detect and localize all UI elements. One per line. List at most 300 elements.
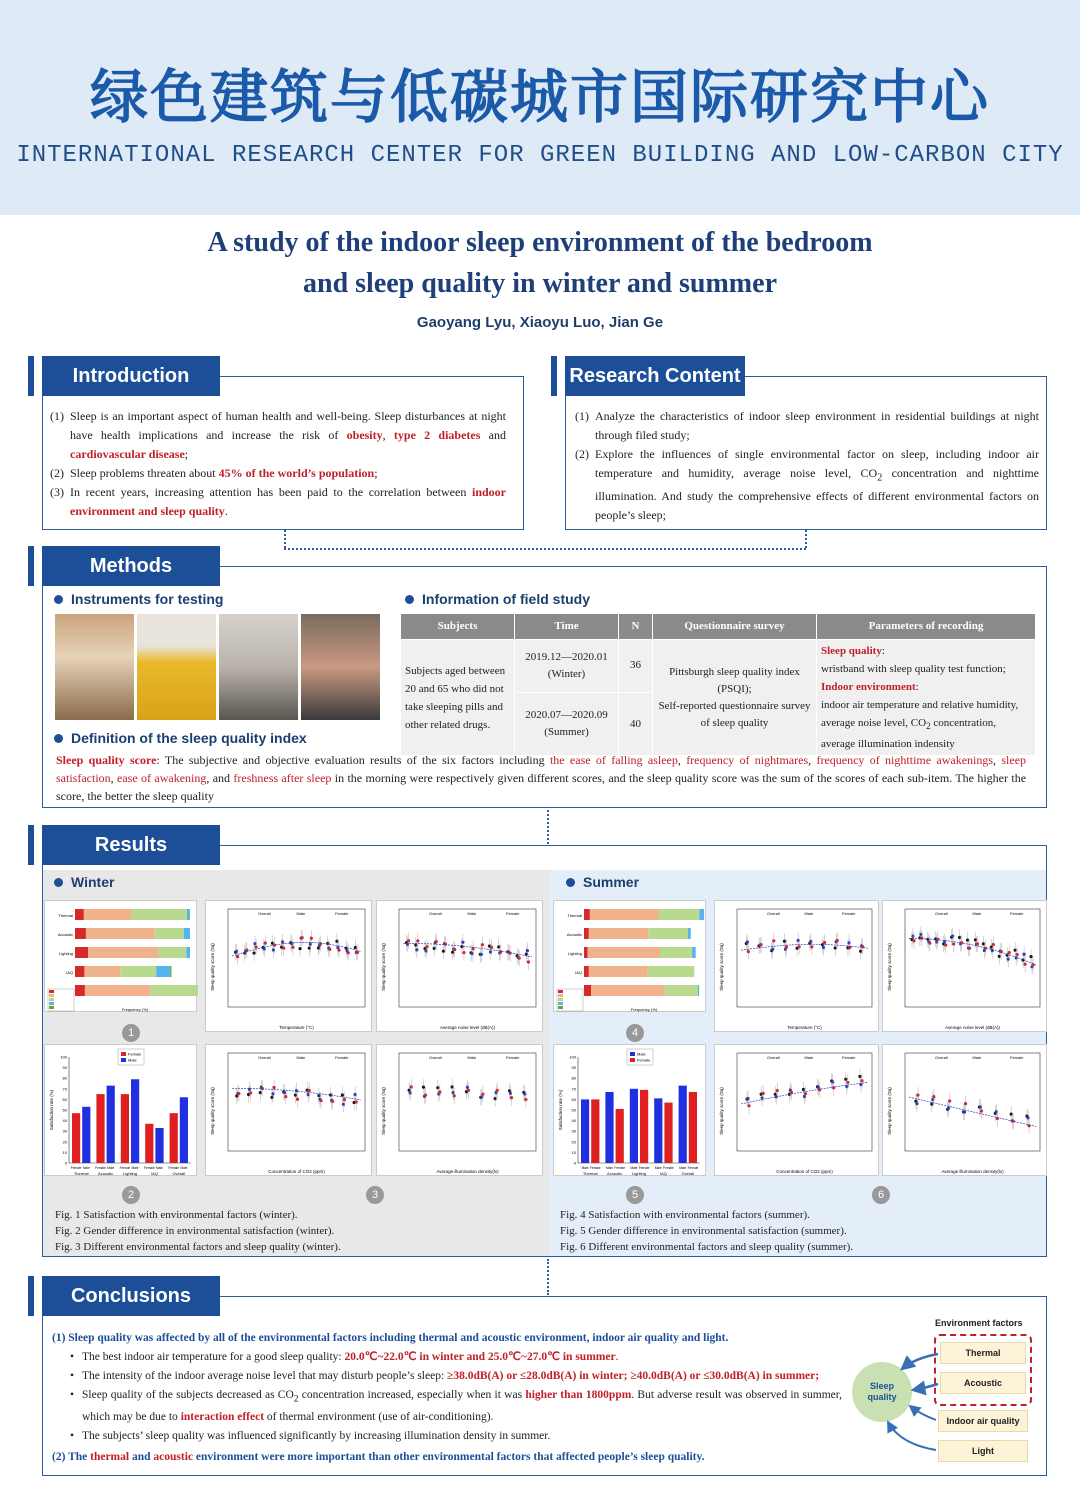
factor-light: Light [938, 1440, 1028, 1462]
legend-swatch [121, 1058, 126, 1062]
tick-label: 100 [60, 1054, 67, 1060]
legend-entry: Male [804, 911, 814, 916]
figure-number: 2 [122, 1186, 140, 1204]
bullet-icon [54, 878, 63, 887]
data-point [836, 939, 839, 942]
axis-label: Average illumination density(lx) [941, 1169, 1004, 1174]
data-point [912, 939, 915, 942]
legend-swatch [49, 998, 54, 1001]
stacked-bar-segment [584, 928, 589, 939]
category-label: Thermal [73, 1171, 89, 1176]
figure-number: 1 [122, 1024, 140, 1042]
data-point [435, 940, 438, 943]
legend-entry: Female [637, 1057, 651, 1063]
data-point [916, 1093, 919, 1096]
category-label: IAQ [150, 1171, 158, 1176]
data-point [936, 938, 939, 941]
field-study-subheading: Information of field study [405, 591, 590, 607]
tick-label: Male [654, 1166, 662, 1170]
bar [170, 1113, 178, 1163]
tick-label: Male [679, 1166, 687, 1170]
data-point [762, 1092, 765, 1095]
legend-entry: Overall [767, 911, 780, 916]
data-point [422, 1086, 425, 1089]
satisfaction-stacked-chart [44, 900, 197, 1012]
sleep-scatter-chart [376, 900, 543, 1032]
summer-captions: Fig. 4 Satisfaction with environmental factors (summer). Fig. 5 Gender difference in environmental satisfaction (summer). Fig. 6 Different environmental factors and sleep quality (summer). [560, 1209, 854, 1253]
stacked-bar-segment [688, 928, 691, 939]
data-point [1029, 955, 1032, 958]
data-point [518, 957, 521, 960]
category-label: Acoustic [98, 1171, 114, 1176]
data-point [785, 945, 788, 948]
data-point [308, 1089, 311, 1092]
data-point [746, 940, 749, 943]
data-point [356, 951, 359, 954]
instruments-subheading: Instruments for testing [54, 591, 223, 607]
data-point [252, 951, 255, 954]
data-point [832, 1086, 835, 1089]
stacked-bar-segment [584, 966, 589, 977]
tick-label: 20 [571, 1139, 576, 1145]
axis-label: Satisfaction rate (%) [49, 1089, 54, 1131]
bar [107, 1086, 115, 1163]
data-point [964, 1102, 967, 1105]
tick-label: 30 [62, 1128, 67, 1134]
stacked-bar-segment [75, 966, 84, 977]
stacked-bar-segment [692, 947, 696, 958]
data-point [798, 945, 801, 948]
axis-label: Sleep quality score (Sq) [719, 943, 724, 991]
legend-entry: Male [296, 1055, 306, 1060]
connector-line [284, 548, 806, 550]
category-label: IAQ [66, 970, 73, 975]
data-point [846, 1081, 849, 1084]
stacked-bar-segment [589, 966, 648, 977]
data-point [804, 1092, 807, 1095]
data-point [1024, 963, 1027, 966]
bar [82, 1107, 90, 1163]
legend-entry: Overall [935, 911, 948, 916]
data-point [444, 943, 447, 946]
legend-entry: Overall [935, 1055, 948, 1060]
data-point [776, 1089, 779, 1092]
category-label: Lighting [58, 951, 73, 956]
stacked-bar-segment [156, 966, 170, 977]
axis-label: Sleep quality score (Sq) [210, 1087, 215, 1135]
data-point [810, 945, 813, 948]
tick-label: 10 [571, 1149, 576, 1155]
trend-line [909, 1097, 1036, 1126]
data-point [747, 1104, 750, 1107]
category-label: Acoustic [607, 1171, 623, 1176]
sleep-scatter-chart [882, 1044, 1047, 1176]
data-point [920, 937, 923, 940]
data-point [790, 1091, 793, 1094]
bar [145, 1124, 153, 1163]
legend-swatch [558, 1002, 563, 1005]
stacked-bar-segment [85, 985, 150, 996]
tick-label: Female [119, 1166, 131, 1170]
stacked-bar-segment [75, 928, 86, 939]
legend-swatch [49, 1002, 54, 1005]
stacked-bar-segment [187, 909, 190, 920]
legend-entry: Female [506, 1055, 520, 1060]
table-cell: 2019.12—2020.01 (Winter) [515, 640, 619, 693]
legend-entry: Male [467, 911, 477, 916]
data-point [747, 950, 750, 953]
legend-entry: Female [1010, 911, 1024, 916]
data-point [759, 943, 762, 946]
legend-swatch [558, 1006, 563, 1009]
stacked-bar-segment [86, 928, 154, 939]
bar [180, 1097, 188, 1163]
gender-satisfaction-chart [553, 1044, 706, 1176]
conclusions-text: (1) Sleep quality was affected by all of the environmental factors including thermal and acoustic environment, indoor air quality and light. • The best indoor air temperature for a good sleep quality: 20.0℃~22.0℃ in winter and 25.0℃~27.0℃ in summer. • The intensity of the indoor average noise level that may disturb people’s sleep: ≥38.0dB(A) or ≤28.0dB(A) in winter; ≥40.0dB(A) or ≤30.0dB(A) in summer; • Sleep quality of the subjects decreased as $CO_2$ concentration increased, especially when it was higher than 1800ppm. But adverse result was observed in summer, which may be due to interaction effect of thermal environment (use of air-conditioning). • The subjects’ sleep quality was influenced significantly by increasing illumination density in summer. (2) The thermal and acoustic environment were more important than other environmental factors that affected people’s sleep quality. [52, 1332, 842, 1464]
axis-label: Concentration of CO2 (ppm) [268, 1169, 325, 1174]
table-cell: 40 [619, 692, 653, 755]
data-point [772, 939, 775, 942]
tick-label: Female [663, 1166, 674, 1170]
axis-label: Temperature (°C) [787, 1025, 822, 1030]
tick-label: 100 [569, 1054, 576, 1060]
data-point [453, 1094, 456, 1097]
tick-label: Male [581, 1166, 589, 1170]
data-point [416, 939, 419, 942]
legend-entry: Male [804, 1055, 814, 1060]
photo-meter [219, 614, 298, 720]
stacked-bar-segment [584, 947, 588, 958]
category-label: Lighting [631, 1171, 647, 1176]
stacked-bar-segment [159, 947, 187, 958]
bar [96, 1094, 104, 1163]
data-point [261, 1087, 264, 1090]
category-label: Lighting [567, 951, 582, 956]
data-point [264, 942, 267, 945]
tick-label: 50 [571, 1107, 576, 1113]
plot-frame [905, 909, 1040, 1007]
sleep-scatter-chart [205, 900, 372, 1032]
data-point [823, 941, 826, 944]
axis-label: Satisfaction rate (%) [558, 1089, 563, 1131]
factor-acoustic: Acoustic [940, 1372, 1026, 1394]
sleep-scatter-chart [882, 900, 1047, 1032]
legend-entry: Female [842, 911, 856, 916]
legend-entry: Female [1010, 1055, 1024, 1060]
center-name-english: INTERNATIONAL RESEARCH CENTER FOR GREEN BUILDING AND LOW-CARBON CITY [16, 142, 1064, 169]
data-point [301, 936, 304, 939]
stacked-bar-segment [75, 947, 88, 958]
data-point [453, 948, 456, 951]
table-header: Questionnaire survey [653, 614, 817, 640]
tick-label: 60 [571, 1096, 576, 1102]
axis-label: Sleep quality score (Sq) [210, 943, 215, 991]
tick-label: 40 [62, 1118, 67, 1124]
results-heading: Results [42, 825, 220, 865]
data-point [319, 1099, 322, 1102]
bar [155, 1128, 163, 1163]
tick-label: Female [687, 1166, 699, 1170]
data-point [341, 1093, 344, 1096]
data-point [331, 1100, 334, 1103]
methods-heading: Methods [42, 546, 220, 586]
photo-wristband [301, 614, 380, 720]
connector-line [805, 530, 807, 548]
legend-entry: Female [128, 1051, 142, 1057]
authors: Gaoyang Lyu, Xiaoyu Luo, Jian Ge [416, 314, 664, 331]
data-point [480, 953, 483, 956]
stacked-bar-segment [584, 909, 590, 920]
stacked-bar-segment [699, 909, 704, 920]
legend-entry: Male [467, 1055, 477, 1060]
factor-iaq: Indoor air quality [938, 1410, 1028, 1432]
legend-entry: Overall [767, 1055, 780, 1060]
data-point [438, 1090, 441, 1093]
stacked-bar-segment [648, 928, 688, 939]
bullet-icon [54, 595, 63, 604]
category-label: Overall [681, 1171, 695, 1176]
stacked-bar-segment [88, 947, 159, 958]
tick-label: 80 [571, 1075, 576, 1081]
bullet-icon [566, 878, 575, 887]
tick-label: Male [82, 1166, 90, 1170]
axis-label: Concentration of CO2 (ppm) [776, 1169, 833, 1174]
category-label: IAQ [575, 970, 582, 975]
legend-entry: Male [972, 911, 982, 916]
data-point [347, 951, 350, 954]
legend-swatch [49, 1006, 54, 1009]
data-point [496, 1089, 499, 1092]
data-point [296, 1098, 299, 1101]
table-cell: 36 [619, 640, 653, 693]
stacked-bar-segment [648, 966, 694, 977]
data-point [319, 942, 322, 945]
data-point [481, 1092, 484, 1095]
data-point [952, 942, 955, 945]
photo-chair-sensor [137, 614, 216, 720]
data-point [424, 1094, 427, 1097]
data-point [980, 1109, 983, 1112]
axis-label: Average illumination density(lx) [436, 1169, 499, 1174]
tick-label: 40 [571, 1118, 576, 1124]
stacked-bar-segment [75, 985, 85, 996]
bar [664, 1103, 672, 1163]
legend-entry: Overall [429, 911, 442, 916]
legend-swatch [121, 1052, 126, 1056]
field-study-table [400, 613, 1036, 756]
data-point [467, 1089, 470, 1092]
axis-label: Average noise level (dB(A)) [440, 1025, 495, 1030]
bar [581, 1099, 589, 1163]
data-point [410, 1085, 413, 1088]
data-point [992, 943, 995, 946]
legend-entry: Overall [429, 1055, 442, 1060]
data-point [462, 951, 465, 954]
data-point [948, 1099, 951, 1102]
tick-label: Male [180, 1166, 188, 1170]
data-point [976, 942, 979, 945]
tick-label: 90 [571, 1065, 576, 1071]
category-label: Thermal [567, 913, 582, 918]
data-point [490, 946, 493, 949]
tick-label: 80 [62, 1075, 67, 1081]
bar [689, 1092, 697, 1163]
data-point [328, 948, 331, 951]
sleep-scatter-chart [714, 1044, 879, 1176]
stacked-bar-segment [120, 966, 156, 977]
legend-entry: Female [335, 911, 349, 916]
tick-label: Female [638, 1166, 650, 1170]
bullet-icon [405, 595, 414, 604]
stacked-bar-segment [154, 928, 183, 939]
figure-number: 6 [872, 1186, 890, 1204]
legend-entry: Male [972, 1055, 982, 1060]
legend-entry: Female [335, 1055, 349, 1060]
plot-frame [228, 909, 365, 1007]
tick-label: 70 [571, 1086, 576, 1092]
paper-title: A study of the indoor sleep environment of the bedroom and sleep quality in winter and summer [207, 227, 873, 299]
center-name-chinese: 绿色建筑与低碳城市国际研究中心 [89, 63, 990, 131]
category-label: Lighting [122, 1171, 138, 1176]
bar [605, 1092, 613, 1163]
definition-subheading: Definition of the sleep quality index [54, 730, 307, 746]
stacked-bar-segment [186, 947, 190, 958]
connector-line [547, 1259, 549, 1295]
stacked-bar-segment [184, 928, 190, 939]
legend-entry: Male [637, 1051, 646, 1057]
data-point [524, 1098, 527, 1101]
axis-label: Sleep quality score (Sq) [381, 943, 386, 991]
data-point [425, 945, 428, 948]
axis-label: Frequency (%) [630, 1007, 658, 1012]
factors-diagram [850, 1314, 1040, 1470]
satisfaction-stacked-chart [553, 900, 706, 1012]
category-label: Thermal [58, 913, 73, 918]
table-header: Parameters of recording [817, 614, 1036, 640]
stacked-bar-segment [84, 966, 120, 977]
connector-line [547, 810, 549, 844]
trend-line [403, 943, 532, 957]
sleep-scatter-chart [376, 1044, 543, 1176]
conclusions-heading: Conclusions [42, 1276, 220, 1316]
axis-label: Frequency (%) [121, 1007, 149, 1012]
data-point [932, 1095, 935, 1098]
table-header: N [619, 614, 653, 640]
data-point [284, 1095, 287, 1098]
stacked-bar-segment [588, 947, 660, 958]
bullet-icon [54, 734, 63, 743]
legend-entry: Overall [258, 1055, 271, 1060]
tick-label: 60 [62, 1096, 67, 1102]
data-point [249, 1091, 252, 1094]
data-point [355, 1100, 358, 1103]
data-point [298, 947, 301, 950]
data-point [928, 942, 931, 945]
table-cell: 2020.07—2020.09 (Summer) [515, 692, 619, 755]
data-point [310, 937, 313, 940]
tick-label: 20 [62, 1139, 67, 1145]
table-cell: Pittsburgh sleep quality index (PSQI); Self-reported questionnaire survey of sleep quality [653, 640, 817, 756]
legend-swatch [49, 994, 54, 997]
sleep-scatter-chart [714, 900, 879, 1032]
tick-label: Female [589, 1166, 601, 1170]
bar [121, 1094, 129, 1163]
stacked-bar-segment [584, 985, 591, 996]
plot-frame [399, 1053, 536, 1151]
tick-label: Male [131, 1166, 139, 1170]
figure-number: 3 [366, 1186, 384, 1204]
research-heading: Research Content [565, 356, 745, 396]
tick-label: 70 [62, 1086, 67, 1092]
axis-label: Sleep quality score (Sq) [719, 1087, 724, 1135]
introduction-heading: Introduction [42, 356, 220, 396]
trend-line [232, 942, 361, 956]
data-point [282, 946, 285, 949]
category-label: Thermal [582, 1171, 598, 1176]
legend-entry: Male [128, 1057, 137, 1063]
category-label: Acoustic [57, 932, 73, 937]
axis-label: Temperature (°C) [279, 1025, 314, 1030]
table-header: Time [515, 614, 619, 640]
bar [131, 1079, 139, 1163]
legend-swatch [558, 990, 563, 993]
data-point [1016, 953, 1019, 956]
tick-label: 30 [571, 1128, 576, 1134]
legend-entry: Overall [258, 911, 271, 916]
winter-subheading: Winter [54, 874, 114, 890]
legend-swatch [558, 998, 563, 1001]
legend-swatch [630, 1052, 635, 1056]
category-label: Overall [172, 1171, 186, 1176]
tick-label: Male [630, 1166, 638, 1170]
data-point [291, 946, 294, 949]
table-cell: Subjects aged between 20 and 65 who did not take sleeping pills and other related drugs. [401, 640, 515, 756]
data-point [968, 947, 971, 950]
tick-label: Female [614, 1166, 626, 1170]
sleep-quality-circle: Sleep quality [852, 1362, 912, 1422]
legend-swatch [49, 990, 54, 993]
plot-frame [905, 1053, 1040, 1151]
data-point [510, 1096, 513, 1099]
data-point [237, 1092, 240, 1095]
gender-satisfaction-chart [44, 1044, 197, 1176]
stacked-bar-segment [665, 985, 698, 996]
bar [640, 1090, 648, 1163]
research-text: (1) Analyze the characteristics of indoor sleep environment in residential buildings at night through filed study; (2) Explore the influences of single environmental factor on sleep, including indoor air temperature and humidity, average noise level, $CO_2$ concentration and nighttime illumination. And study the comprehensive effects of different environmental factors on people’s sleep; [575, 409, 1040, 523]
tick-label: 10 [62, 1149, 67, 1155]
tick-label: Female [143, 1166, 155, 1170]
stacked-bar-segment [84, 909, 131, 920]
tick-label: 90 [62, 1065, 67, 1071]
tick-label: 0 [573, 1160, 576, 1166]
axis-label: Sleep quality score (Sq) [381, 1087, 386, 1135]
data-point [526, 949, 529, 952]
table-header: Subjects [401, 614, 515, 640]
plot-frame [399, 909, 536, 1007]
data-point [1008, 951, 1011, 954]
stacked-bar-segment [150, 985, 198, 996]
introduction-text: (1) Sleep is an important aspect of human health and well-being. Sleep disturbances at night have health implications and increase the risk of obesity, type 2 diabetes and cardiovascular disease; (2) Sleep problems threaten about 45% of the world’s population; (3) In recent years, increasing attention has been paid to the correlation between indoor environment and sleep quality. [50, 409, 507, 518]
tick-label: Male [107, 1166, 115, 1170]
data-point [337, 949, 340, 952]
data-point [860, 1079, 863, 1082]
axis-label: Sleep quality score (Sq) [887, 943, 892, 991]
stacked-bar-segment [590, 909, 659, 920]
bar [679, 1086, 687, 1163]
tick-label: 0 [64, 1160, 67, 1166]
figure-number: 4 [626, 1024, 644, 1042]
category-label: IAQ [659, 1171, 667, 1176]
